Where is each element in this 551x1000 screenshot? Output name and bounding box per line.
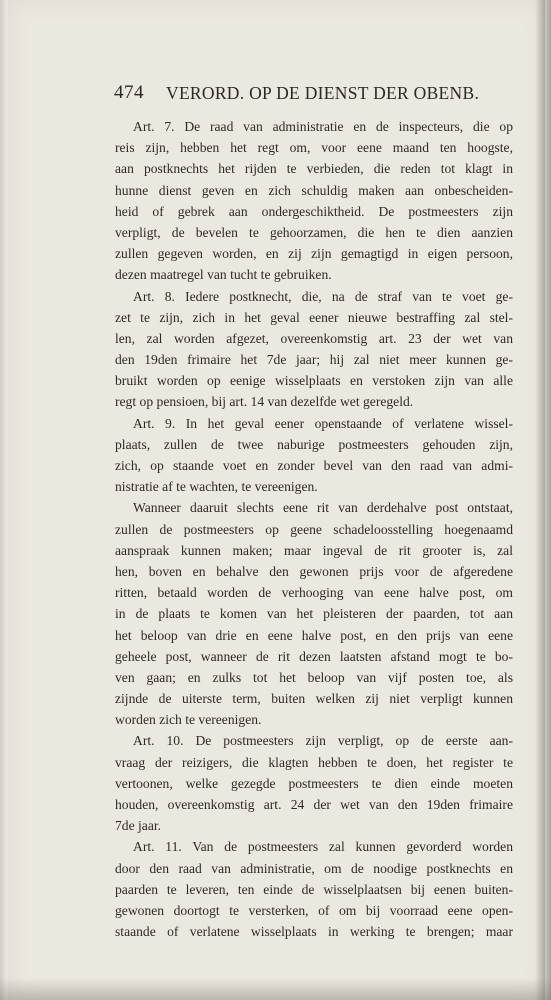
text-line: den 19den frimaire het 7de jaar; hij zal niet meer kunnen ge- [115,352,513,368]
text-line: geheele post, wanneer de rit dezen laatsten afstand mogt te bo- [115,648,513,664]
text-line: hen, boven en behalve den gewonen prijs voor de afgeredene [115,563,513,579]
bottom-edge-shadow [0,978,551,1000]
text-line: ven gaan; en zulks tot het beloop van vijf posten toe, als [115,669,513,685]
text-line: zijnde de uiterste term, buiten welken zij niet verpligt kunnen [115,691,513,707]
article-text-block [115,116,513,942]
text-line: vraag der reizigers, die klagten hebben te doen, het register te [115,754,513,770]
text-line: 7de jaar. [115,818,162,834]
text-line: Art. 7. De raad van administratie en de inspecteurs, die op [133,119,513,134]
text-line: zullen de postmeesters op geene schadeloosstelling hoegenaamd [115,521,513,537]
page-number: 474 [114,82,144,103]
running-title: VERORD. OP DE DIENST DER OBENB. [166,83,480,103]
text-line: heid of gebrek aan ondergeschiktheid. De postmeesters zijn [115,203,513,219]
text-line: hunne dienst geven en zich schuldig maken aan onbescheiden- [115,182,513,198]
text-line: worden zich te vereenigen. [115,712,262,728]
page-header [114,82,514,110]
text-line: zet te zijn, zich in het geval eener nieuwe bestraffing zal stel- [115,309,513,325]
text-line: vertoonen, welke gezegde postmeesters te dien einde moeten [115,775,513,791]
text-line: Art. 10. De postmeesters zijn verpligt, op de eerste aan- [133,733,513,749]
text-line: reis zijn, hebben het regt om, voor eene maand ten hoogste, [115,140,513,156]
text-line: Art. 11. Van de postmeesters zal kunnen gevorderd worden [133,839,513,855]
text-line: gewonen doortogt te versterken, of om bij voorraad eene open- [115,902,513,918]
text-line: in de plaats te komen van het pleisteren der paarden, tot aan [115,606,513,622]
text-line: staande of verlatene wisselplaats in werking te brengen; maar [115,924,513,940]
text-line: zich, op staande voet en zonder bevel van den raad van admi- [115,458,513,473]
text-line: aan postknechts het rijden te verbieden, die reden tot klagt in [115,161,513,177]
text-line: regt op pensioen, bij art. 14 van dezelfde wet geregeld. [115,394,414,410]
text-line: verpligt, de bevelen te gehoorzamen, die hen te dien aanzien [115,224,513,240]
text-line: plaats, zullen de twee naburige postmeesters gehouden zijn, [115,436,513,452]
text-line: dezen maatregel van tucht te gebruiken. [115,267,332,283]
text-line: bruikt worden op eenige wisselplaats en verstoken zijn van alle [115,373,513,389]
text-line: zullen gegeven worden, en zij zijn gemagtigd in eigen persoon, [115,246,513,262]
text-line: ritten, betaald worden de verhooging van eene halve post, om [115,585,513,601]
text-line: nistratie af te wachten, te vereenigen. [115,479,318,495]
text-line: paarden te leveren, ten einde de wisselplaatsen bij eenen buiten- [115,881,513,897]
text-line: aanspraak kunnen maken; maar ingeval de rit grooter is, zal [115,542,513,558]
text-line: Wanneer daaruit slechts eene rit van derdehalve post ontstaat, [133,500,513,516]
text-line: Art. 9. In het geval eener openstaande of verlatene wissel- [133,415,513,431]
page-edge-shadow [535,0,545,1000]
text-line: door den raad van administratie, om de noodige postknechts en [115,860,513,876]
text-line: Art. 8. Iedere postknecht, die, na de straf van te voet ge- [133,288,513,304]
text-line: houden, overeenkomstig art. 24 der wet van den 19den frimaire [115,797,513,812]
text-line: het beloop van drie en eene halve post, en den prijs van eene [115,627,513,643]
text-line: len, zal worden afgezet, overeenkomstig art. 23 der wet van [115,330,513,346]
